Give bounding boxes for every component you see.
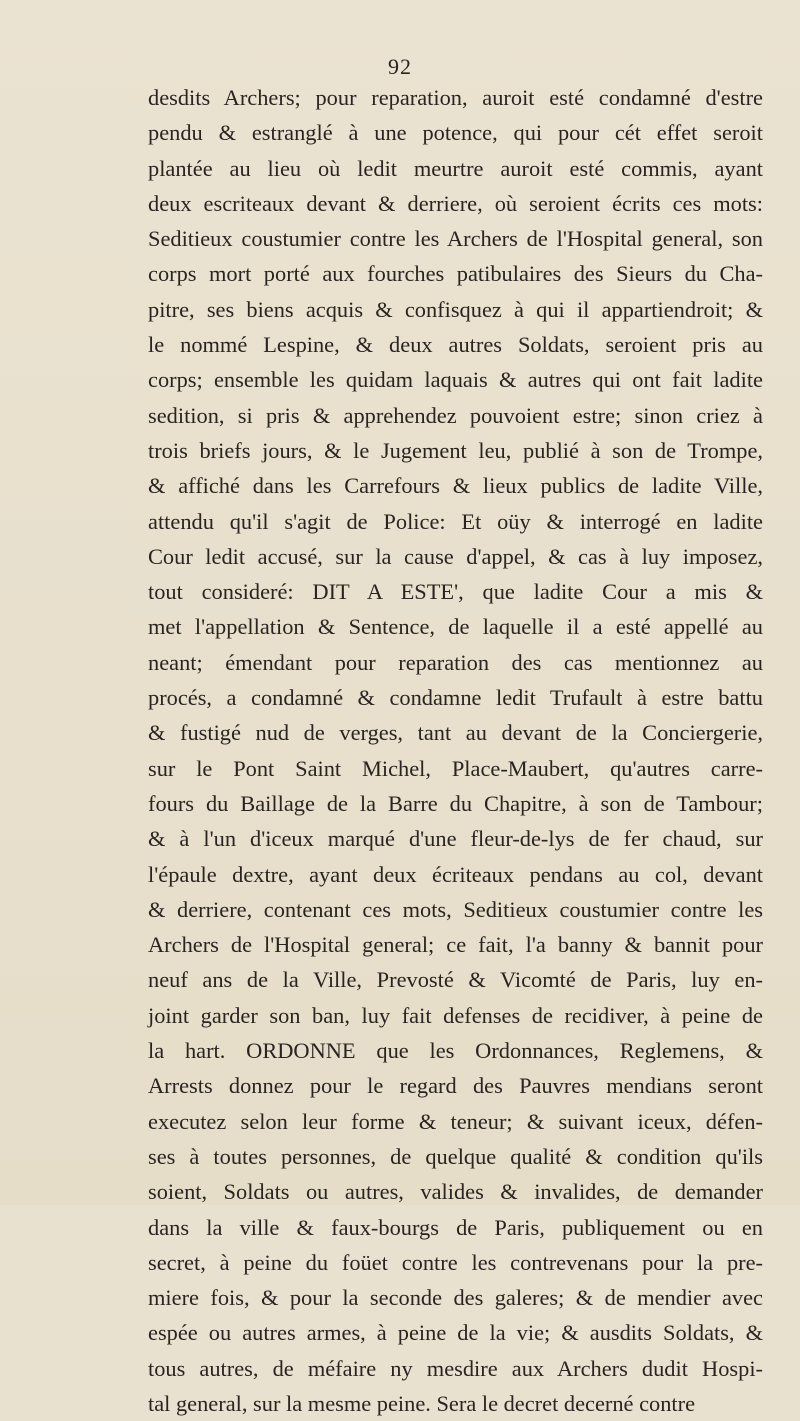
text-line: le nommé Lespine, & deux autres Soldats, seroient pris au (148, 332, 763, 358)
text-line: Arrests donnez pour le regard des Pauvres mendians seront (148, 1073, 763, 1099)
text-line: corps; ensemble les quidam laquais & autres qui ont fait ladite (148, 367, 763, 393)
text-line: soient, Soldats ou autres, valides & invalides, de demander (148, 1179, 763, 1205)
text-line: attendu qu'il s'agit de Police: Et oüy & interrogé en ladite (148, 508, 763, 534)
text-line: plantée au lieu où ledit meurtre auroit esté commis, ayant (148, 155, 763, 181)
text-line: deux escriteaux devant & derriere, où seroient écrits ces mots: (148, 190, 763, 216)
text-line: & à l'un d'iceux marqué d'une fleur-de-lys de fer chaud, sur (148, 826, 763, 852)
text-line: l'épaule dextre, ayant deux écriteaux pendans au col, devant (148, 861, 763, 887)
text-line: Cour ledit accusé, sur la cause d'appel, & cas à luy imposez, (148, 543, 763, 569)
text-line: executez selon leur forme & teneur; & suivant iceux, défen- (148, 1108, 763, 1134)
text-line: secret, à peine du foüet contre les contrevenans pour la pre- (148, 1249, 763, 1275)
text-line: fours du Baillage de la Barre du Chapitre, à son de Tambour; (148, 790, 763, 816)
text-line: & affiché dans les Carrefours & lieux publics de ladite Ville, (148, 473, 763, 499)
text-line: neuf ans de la Ville, Prevosté & Vicomté de Paris, luy en- (148, 967, 763, 993)
text-block (148, 80, 763, 1421)
text-line: & fustigé nud de verges, tant au devant de la Conciergerie, (148, 720, 763, 746)
text-line: & derriere, contenant ces mots, Seditieux coustumier contre les (148, 896, 763, 922)
text-line: Seditieux coustumier contre les Archers de l'Hospital general, son (148, 226, 763, 252)
text-line: Archers de l'Hospital general; ce fait, l'a banny & bannit pour (148, 932, 763, 958)
text-line: la hart. ORDONNE que les Ordonnances, Reglemens, & (148, 1038, 763, 1064)
text-line: espée ou autres armes, à peine de la vie; & ausdits Soldats, & (148, 1320, 763, 1346)
text-line: pendu & estranglé à une potence, qui pour cét effet seroit (148, 120, 763, 146)
text-line: sedition, si pris & apprehendez pouvoient estre; sinon criez à (148, 402, 763, 428)
text-line: pitre, ses biens acquis & confisquez à qui il appartiendroit; & (148, 296, 763, 322)
text-line: tout consideré: DIT A ESTE', que ladite Cour a mis & (148, 579, 763, 605)
text-line: desdits Archers; pour reparation, auroit esté condamné d'estre (148, 85, 763, 110)
text-line: joint garder son ban, luy fait defenses de recidiver, à peine de (148, 1002, 763, 1028)
text-line: tal general, sur la mesme peine. Sera le decret decerné contre (148, 1390, 696, 1416)
text-line: trois briefs jours, & le Jugement leu, publié à son de Trompe, (148, 437, 763, 463)
text-line: procés, a condamné & condamne ledit Trufault à estre battu (148, 685, 763, 711)
text-line: corps mort porté aux fourches patibulaires des Sieurs du Cha- (148, 261, 763, 287)
page-number: 92 (388, 54, 412, 79)
text-line: sur le Pont Saint Michel, Place-Maubert, qu'autres carre- (148, 755, 763, 781)
text-line: met l'appellation & Sentence, de laquelle il a esté appellé au (148, 614, 763, 640)
text-line: miere fois, & pour la seconde des galeres; & de mendier avec (148, 1285, 763, 1311)
text-line: neant; émendant pour reparation des cas mentionnez au (148, 649, 763, 675)
text-line: tous autres, de méfaire ny mesdire aux Archers dudit Hospi- (148, 1355, 763, 1381)
text-line: dans la ville & faux-bourgs de Paris, publiquement ou en (148, 1214, 763, 1240)
text-line: ses à toutes personnes, de quelque qualité & condition qu'ils (148, 1143, 763, 1169)
